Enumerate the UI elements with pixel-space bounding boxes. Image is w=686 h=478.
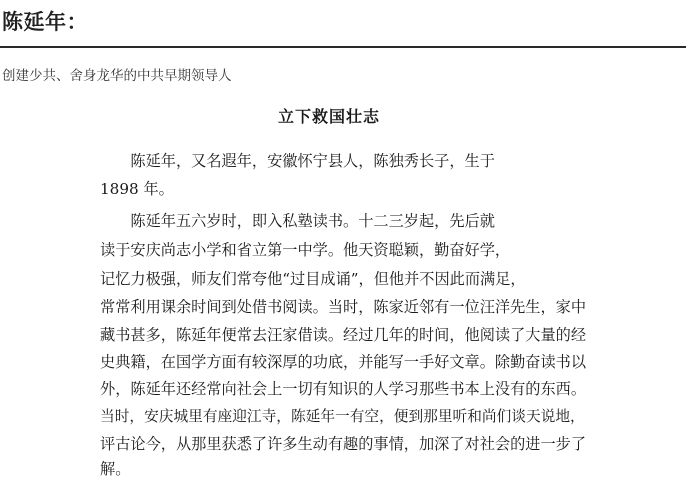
body-line: 藏书甚多，陈延年便常去汪家借读。经过几年的时间，他阅读了大量的经 xyxy=(100,326,586,344)
body-line: 1898 年。 xyxy=(100,180,174,198)
article-subtitle: 创建少共、舍身龙华的中共早期领导人 xyxy=(2,68,232,84)
body-line: 外，陈延年还经常向社会上一切有知识的人学习那些书本上没有的东西。 xyxy=(100,380,586,398)
body-line: 史典籍，在国学方面有较深厚的功底，并能写一手好文章。除勤奋读书以 xyxy=(100,353,586,371)
scanned-page xyxy=(100,92,590,478)
body-line: 评古论今，从那里获悉了许多生动有趣的事情，加深了对社会的进一步了 xyxy=(100,435,586,453)
title-divider xyxy=(0,46,686,48)
body-line: 常常利用课余时间到处借书阅读。当时，陈家近邻有一位汪洋先生，家中 xyxy=(100,298,586,316)
body-line: 记忆力极强，师友们常夸他“过目成诵”，但他并不因此而满足， xyxy=(100,270,526,288)
page-title: 陈延年： xyxy=(2,10,88,34)
chapter-heading: 立下救国壮志 xyxy=(278,107,381,126)
body-line: 解。 xyxy=(100,460,131,478)
body-line: 当时，安庆城里有座迎江寺，陈延年一有空，便到那里听和尚们谈天说地， xyxy=(100,408,585,425)
body-line: 陈延年，又名遐年，安徽怀宁县人，陈独秀长子，生于 xyxy=(100,152,495,170)
body-line: 陈延年五六岁时，即入私塾读书。十二三岁起，先后就 xyxy=(100,212,495,230)
body-line: 读于安庆尚志小学和省立第一中学。他天资聪颖，勤奋好学， xyxy=(100,241,511,259)
